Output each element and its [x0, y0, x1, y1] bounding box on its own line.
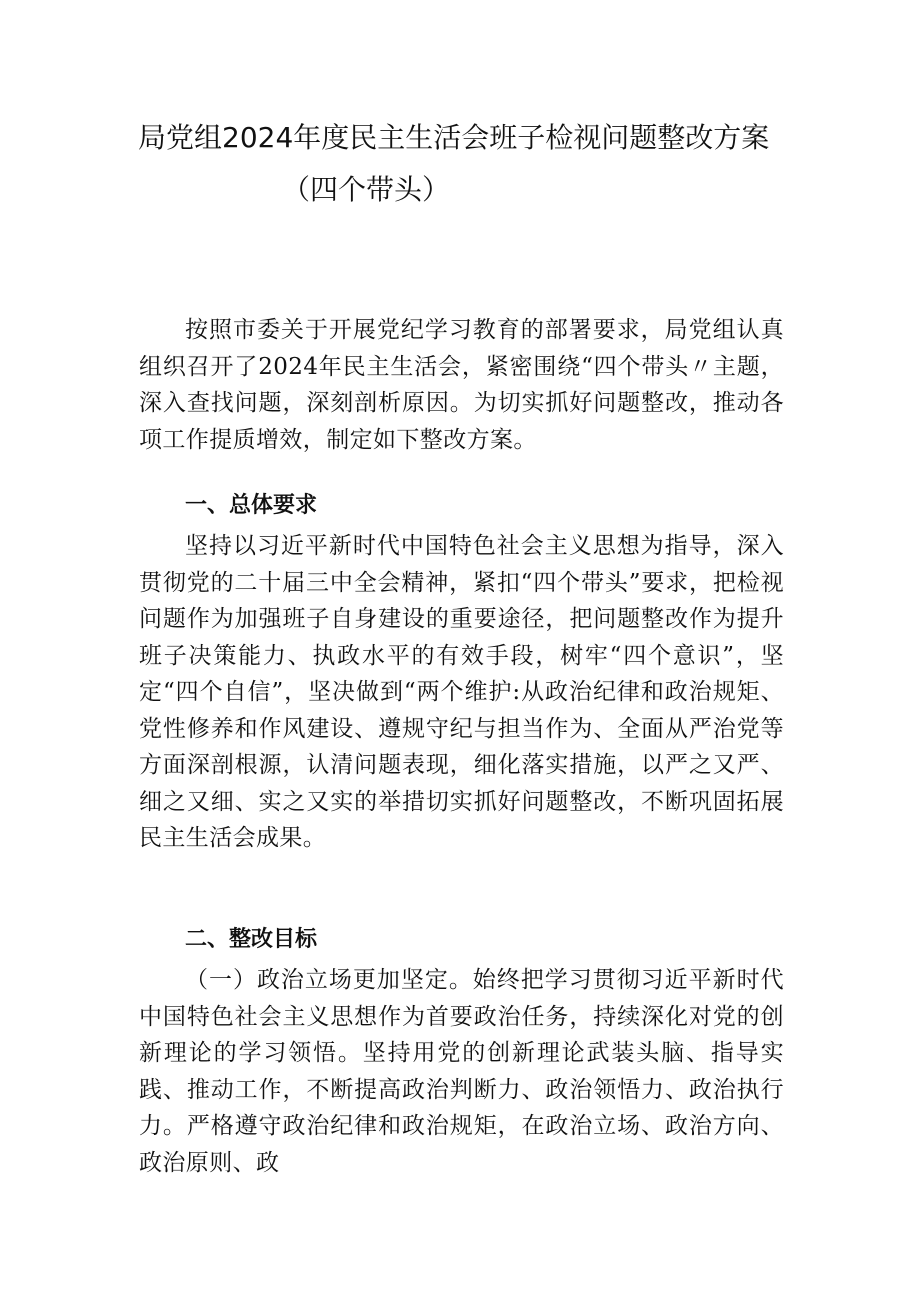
- section-heading-rectification-goals: 二、整改目标: [185, 927, 318, 952]
- document-subtitle: （四个带头）: [282, 173, 451, 206]
- section-heading-overall-requirements: 一、总体要求: [185, 493, 318, 518]
- document-title: 局党组2024年度民主生活会班子检视问题整改方案: [138, 121, 770, 154]
- section-paragraph-rectification-goals: （一）政治立场更加坚定。始终把学习贯彻习近平新时代中国特色社会主义思想作为首要政治任务，持续深化对党的创新理论的学习领悟。坚持用党的创新理论武装头脑、指导实践、推动工作，不断提高政治判断力、政治领悟力、政治执行力。严格遵守政治纪律和政治规矩，在政治立场、政治方向、政治原则、政: [139, 967, 784, 1176]
- section-paragraph-overall-requirements: 坚持以习近平新时代中国特色社会主义思想为指导，深入贯彻党的二十届三中全会精神，紧扣“四个带头”要求，把检视问题作为加强班子自身建设的重要途径，把问题整改作为提升班子决策能力、执政水平的有效手段，树牢“四个意识”，坚定“四个自信”，坚决做到“两个维护:从政治纪律和政治规矩、党性修养和作风建设、遵规守纪与担当作为、全面从严治党等方面深剖根源，认清问题表现，细化落实措施，以严之又严、细之又细、实之又实的举措切实抓好问题整改，不断巩固拓展民主生活会成果。: [139, 533, 784, 851]
- intro-paragraph: 按照市委关于开展党纪学习教育的部署要求，局党组认真组织召开了2024年民主生活会，紧密围绕“四个带头〃主题，深入查找问题，深刻剖析原因。为切实抓好问题整改，推动各项工作提质增效，制定如下整改方案。: [139, 317, 784, 453]
